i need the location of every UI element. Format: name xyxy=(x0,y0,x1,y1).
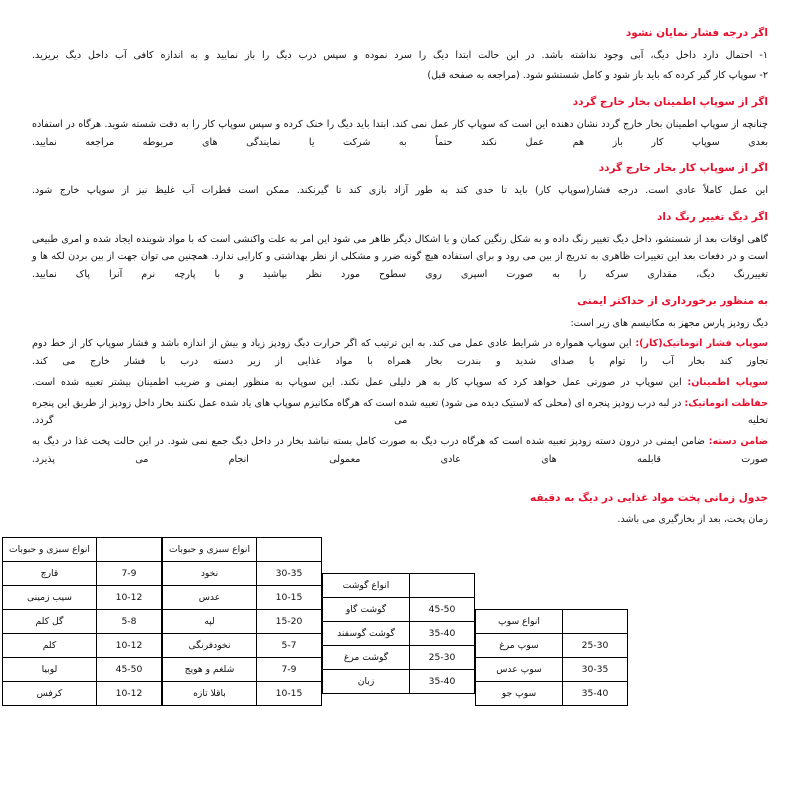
cell-time: 35-40 xyxy=(563,681,628,705)
table-header-meats: انواع گوشت xyxy=(323,573,410,597)
section-heading: اگر دیگ تغییر رنگ داد xyxy=(656,210,768,223)
cell-name: گوشت گاو xyxy=(323,597,410,621)
cell-time: 7-9 xyxy=(257,657,322,681)
table-row xyxy=(162,657,321,681)
safety-item-lead: حفاظت اتوماتیک: xyxy=(684,397,768,409)
table-soups xyxy=(475,609,628,706)
cell-name: نخود xyxy=(162,561,256,585)
cell-time: 10-12 xyxy=(96,585,161,609)
safety-item xyxy=(32,433,768,468)
table-row xyxy=(2,561,161,585)
table-row xyxy=(323,669,475,693)
table-row xyxy=(323,597,475,621)
section-heading: اگر از سوپاپ کار بخار خارج گردد xyxy=(598,162,768,175)
cell-name: سوپ مرغ xyxy=(476,633,563,657)
cell-name: لپه xyxy=(162,609,256,633)
safety-item-text: در لبه درب زودپز پنجره ای (محلی که لاستیک دیده می شود) تعبیه شده است که هرگاه مکانیزم سوپاپ های یاد شده عمل نکنند بخار داخل زودپز از طریق این پنجره تخلیه می گردد. xyxy=(32,397,768,427)
section-no-pressure xyxy=(32,26,768,85)
cell-time: 10-12 xyxy=(96,681,161,705)
cell-time: 10-15 xyxy=(257,585,322,609)
cell-time xyxy=(563,609,628,633)
cell-name: شلغم و هویج xyxy=(162,657,256,681)
section-safety-max xyxy=(32,294,768,469)
tables-note: زمان پخت، بعد از بخارگیری می باشد. xyxy=(617,514,768,526)
cell-name: گل کلم xyxy=(2,609,96,633)
table-column-vegetables-left xyxy=(162,537,322,706)
table-row xyxy=(162,537,321,561)
table-column-meats xyxy=(322,537,475,694)
table-row xyxy=(2,537,161,561)
cell-time: 45-50 xyxy=(96,657,161,681)
table-header-vegetables-left: انواع سبزی و حبوبات xyxy=(162,537,256,561)
cell-time: 15-20 xyxy=(257,609,322,633)
cell-time: 30-35 xyxy=(257,561,322,585)
cell-name: قارچ xyxy=(2,561,96,585)
safety-item-text: ضامن ایمنی در درون دسته زودپز تعبیه شده است که هرگاه درب دیگ به صورت کامل بسته نباشد بخار در داخل دیگ جمع نمی شود. در این حالت پخت غذا در دیگ به صورت قابلمه های عادی معمولی انجام می پذیرد. xyxy=(32,436,768,465)
section-color-change xyxy=(32,210,768,284)
table-vegetables-left xyxy=(162,537,322,706)
cell-time: 5-8 xyxy=(96,609,161,633)
table-row xyxy=(2,681,161,705)
table-row xyxy=(162,633,321,657)
cell-time: 25-30 xyxy=(563,633,628,657)
cell-name: گوشت مرغ xyxy=(323,645,410,669)
cell-time: 7-9 xyxy=(96,561,161,585)
table-header-vegetables-right: انواع سبزی و حبوبات xyxy=(2,537,96,561)
safety-item xyxy=(32,395,768,430)
cell-time: 45-50 xyxy=(410,597,475,621)
cell-time: 10-15 xyxy=(257,681,322,705)
section-work-valve-steam xyxy=(32,161,768,199)
table-column-soups xyxy=(475,537,628,706)
paragraph: این عمل کاملاً عادی است. درجه فشار(سوپاپ کار) باید تا حدی کند به طور آزاد بازی کند تا گیرنکند. ممکن است قطرات آب غلیظ نیز از سوپاپ خارج شود. xyxy=(32,185,768,197)
cell-time xyxy=(257,537,322,561)
cell-name: گوشت گوسفند xyxy=(323,621,410,645)
table-meats xyxy=(322,573,475,694)
table-row xyxy=(476,633,628,657)
table-row xyxy=(162,681,321,705)
safety-item xyxy=(32,335,768,370)
tables-heading: جدول زمانی پخت مواد غذایی در دیگ به دقیقه xyxy=(530,491,768,504)
safety-item-lead: سوپاپ اطمینان: xyxy=(687,376,768,388)
table-row xyxy=(476,681,628,705)
cooking-tables xyxy=(8,537,768,706)
cell-name: کلم xyxy=(2,633,96,657)
cell-name: زبان xyxy=(323,669,410,693)
table-row xyxy=(323,645,475,669)
safety-item xyxy=(32,374,768,392)
table-row xyxy=(323,573,475,597)
cell-name: نخودفرنگی xyxy=(162,633,256,657)
table-header-soups: انواع سوپ xyxy=(476,609,563,633)
table-row xyxy=(323,621,475,645)
cell-name: سیب زمینی xyxy=(2,585,96,609)
table-row xyxy=(162,585,321,609)
cell-time: 5-7 xyxy=(257,633,322,657)
paragraph: ۱- احتمال دارد داخل دیگ، آبی وجود نداشته باشد. در این حالت ابتدا دیگ را سرد نموده و سپس درب دیگ را باز نمایید و به اندازه کافی آب داخل دیگ بریزید. xyxy=(32,49,768,61)
cell-time: 10-12 xyxy=(96,633,161,657)
cell-time: 25-30 xyxy=(410,645,475,669)
section-safety-valve-steam xyxy=(32,95,768,151)
paragraph: دیگ زودپز پارس مجهز به مکانیسم های زیر است: xyxy=(570,317,768,329)
safety-item-text: این سوپاپ همواره در شرایط عادی عمل می کند. به این ترتیب که اگر حرارت دیگ زودپز زیاد و بیش از اندازه باشد و فشار سوپاپ کار از خط دوم تجاوز کند بخار آب را توام با صدای شدید و بندرت بخار همراه با مواد غذایی از زیر دسته درب با فشار خارج می کند. xyxy=(32,338,768,368)
table-row xyxy=(162,561,321,585)
cell-name: سوپ جو xyxy=(476,681,563,705)
table-row xyxy=(2,585,161,609)
cell-time: 30-35 xyxy=(563,657,628,681)
table-row xyxy=(2,657,161,681)
table-row xyxy=(476,609,628,633)
cell-time: 35-40 xyxy=(410,621,475,645)
section-heading: به منظور برخورداری از حداکثر ایمنی xyxy=(577,294,768,307)
table-column-vegetables-right xyxy=(2,537,162,706)
table-row xyxy=(2,609,161,633)
safety-item-lead: ضامن دسته: xyxy=(708,436,768,448)
section-heading: اگر از سوپاپ اطمینان بخار خارج گردد xyxy=(572,96,768,109)
cell-name: کرفس xyxy=(2,681,96,705)
cell-time xyxy=(410,573,475,597)
cell-name: لوبیا xyxy=(2,657,96,681)
table-row xyxy=(2,633,161,657)
paragraph: ۲- سوپاپ کار گیر کرده که باید باز شود و کامل شستشو شود. (مراجعه به صفحه قبل) xyxy=(427,70,768,82)
cell-name: عدس xyxy=(162,585,256,609)
section-heading: اگر درجه فشار نمایان نشود xyxy=(625,27,768,39)
cell-time xyxy=(96,537,161,561)
safety-item-text: این سوپاپ در صورتی عمل خواهد کرد که سوپاپ کار به هر دلیلی عمل نکند. این سوپاپ به منظور ایمنی و ضریب اطمینان بیشتر تعبیه شده است. xyxy=(32,376,688,388)
table-vegetables-right xyxy=(2,537,162,706)
safety-item-lead: سوپاپ فشار اتوماتیک(کار): xyxy=(635,338,768,350)
cell-time: 35-40 xyxy=(410,669,475,693)
table-row xyxy=(162,609,321,633)
paragraph: چنانچه از سوپاپ اطمینان بخار خارج گردد نشان دهنده این است که سوپاپ کار عمل نمی کند. ابتدا باید دیگ را خنک کرده و سپس سوپاپ کار را به دقت شسته شوید. هرگاه در استفاده بعدی سوپاپ کار باز هم عمل نکند حتماً به شرکت یا نمایندگی های مربوطه مراجعه نمایید. xyxy=(32,118,768,148)
cell-name: باقلا تازه xyxy=(162,681,256,705)
cell-name: سوپ عدس xyxy=(476,657,563,681)
table-row xyxy=(476,657,628,681)
paragraph: گاهی اوقات بعد از شستشو، داخل دیگ تغییر رنگ داده و به شکل رنگین کمان و یا اشکال دیگر ظاهر می شود این امر به علت واکنشی است که با مواد شوینده ایجاد شده و امری طبیعی است و در دفعات بعد این تغییرات ظاهری به تدریج از بین می رود و برای استفاده هیچ گونه ضرر و مشکلی از نظر بهداشتی و کارایی ندارد. همچنین می توان جهت از بین بردن لکه ها و تغییررنگ دیگ، مقداری سرکه را به صورت اسپری روی سطوح مورد نظر بپاشید و با پارچه نرم آنرا پاک نمایید. xyxy=(32,233,768,281)
section-cooking-times xyxy=(8,491,768,706)
